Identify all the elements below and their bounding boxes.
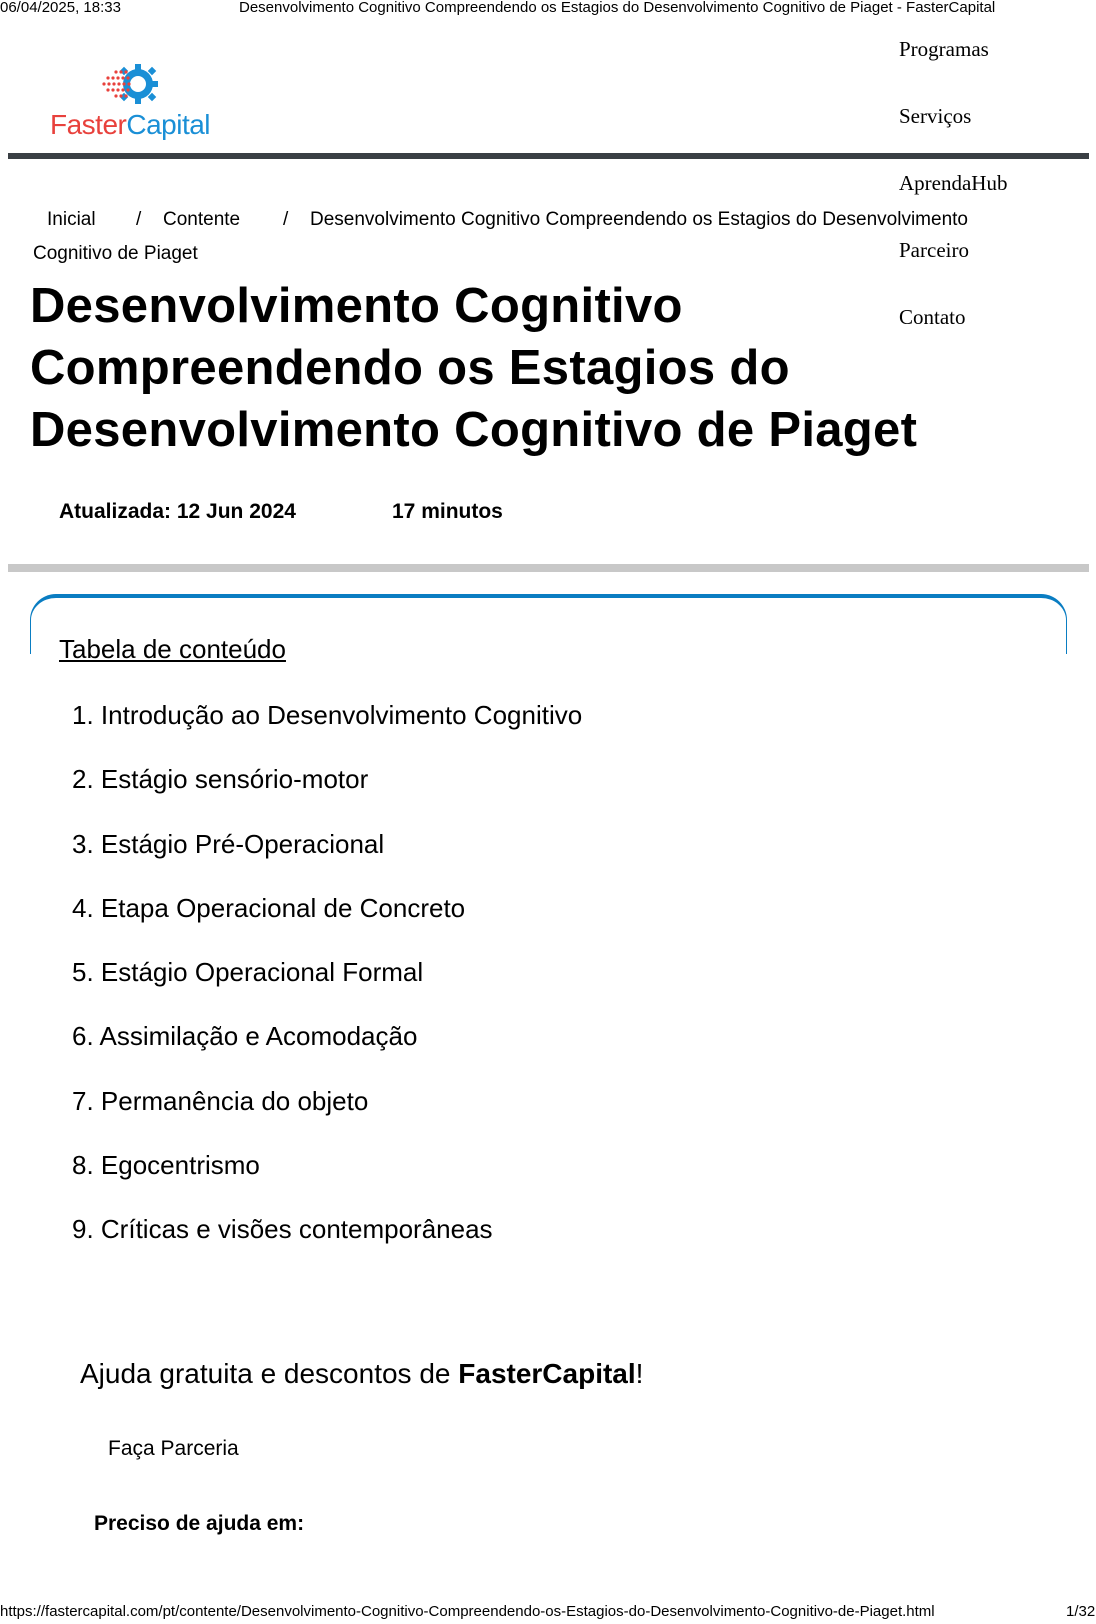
toc-item[interactable]: 2. Estágio sensório-motor (72, 764, 369, 795)
print-datetime: 06/04/2025, 18:33 (0, 0, 121, 16)
breadcrumb-current-line2: Cognitivo de Piaget (33, 243, 198, 264)
nav-item-programas[interactable]: Programas (899, 37, 989, 61)
print-url: https://fastercapital.com/pt/contente/Desenvolvimento-Cognitivo-Compreendendo-os-Estagios-do-Desenvolvimento-Cognitivo-de-Piaget.html (0, 1603, 935, 1620)
toc-item[interactable]: 7. Permanência do objeto (72, 1085, 369, 1116)
breadcrumb-section-link[interactable]: Contente (163, 209, 241, 230)
breadcrumb-home-link[interactable]: Inicial (47, 209, 96, 230)
breadcrumb-separator: / (136, 209, 142, 230)
gear-logo-icon (100, 60, 160, 110)
promo-text: Ajuda gratuita e descontos de (80, 1358, 459, 1389)
logo-text-capital: Capital (126, 109, 211, 140)
toc-item[interactable]: 9. Críticas e visões contemporâneas (72, 1214, 493, 1245)
breadcrumb-current-line1: Desenvolvimento Cognitivo Compreendendo os Estagios do Desenvolvimento (310, 209, 968, 230)
page-title: Desenvolvimento Cognitivo Compreendendo os Estagios do Desenvolvimento Cognitivo de Piaget (30, 279, 918, 457)
print-doc-title: Desenvolvimento Cognitivo Compreendendo os Estagios do Desenvolvimento Cognitivo de Piaget - FasterCapital (239, 0, 996, 16)
partner-link[interactable]: Faça Parceria (108, 1437, 239, 1460)
updated-date: Atualizada: 12 Jun 2024 (59, 500, 296, 523)
toc-item[interactable]: 8. Egocentrismo (72, 1150, 260, 1181)
promo-heading (80, 1358, 643, 1390)
need-help-label: Preciso de ajuda em: (94, 1512, 305, 1535)
toc-item[interactable]: 3. Estágio Pré-Operacional (72, 828, 385, 859)
read-time: 17 minutos (392, 500, 503, 523)
print-page-number: 1/32 (1066, 1603, 1096, 1620)
toc-item[interactable]: 5. Estágio Operacional Formal (72, 957, 424, 988)
logo-text-faster: Faster (50, 109, 127, 140)
nav-item-aprendahub[interactable]: AprendaHub (899, 171, 1008, 195)
header-divider (8, 153, 1089, 159)
fastercapital-logo[interactable] (50, 60, 220, 145)
nav-item-contato[interactable]: Contato (899, 305, 966, 329)
nav-item-servicos[interactable]: Serviços (899, 104, 972, 128)
promo-brand: FasterCapital (458, 1358, 636, 1389)
logo-wordmark (50, 109, 210, 141)
promo-suffix: ! (635, 1358, 644, 1389)
nav-item-parceiro[interactable]: Parceiro (899, 238, 969, 262)
toc-item[interactable]: 4. Etapa Operacional de Concreto (72, 892, 466, 923)
toc-heading[interactable]: Tabela de conteúdo (59, 634, 286, 664)
breadcrumb-separator: / (283, 209, 289, 230)
toc-list (72, 700, 582, 1279)
section-divider (8, 564, 1089, 572)
toc-item[interactable]: 6. Assimilação e Acomodação (72, 1021, 418, 1052)
toc-item[interactable]: 1. Introdução ao Desenvolvimento Cognitivo (72, 700, 583, 730)
